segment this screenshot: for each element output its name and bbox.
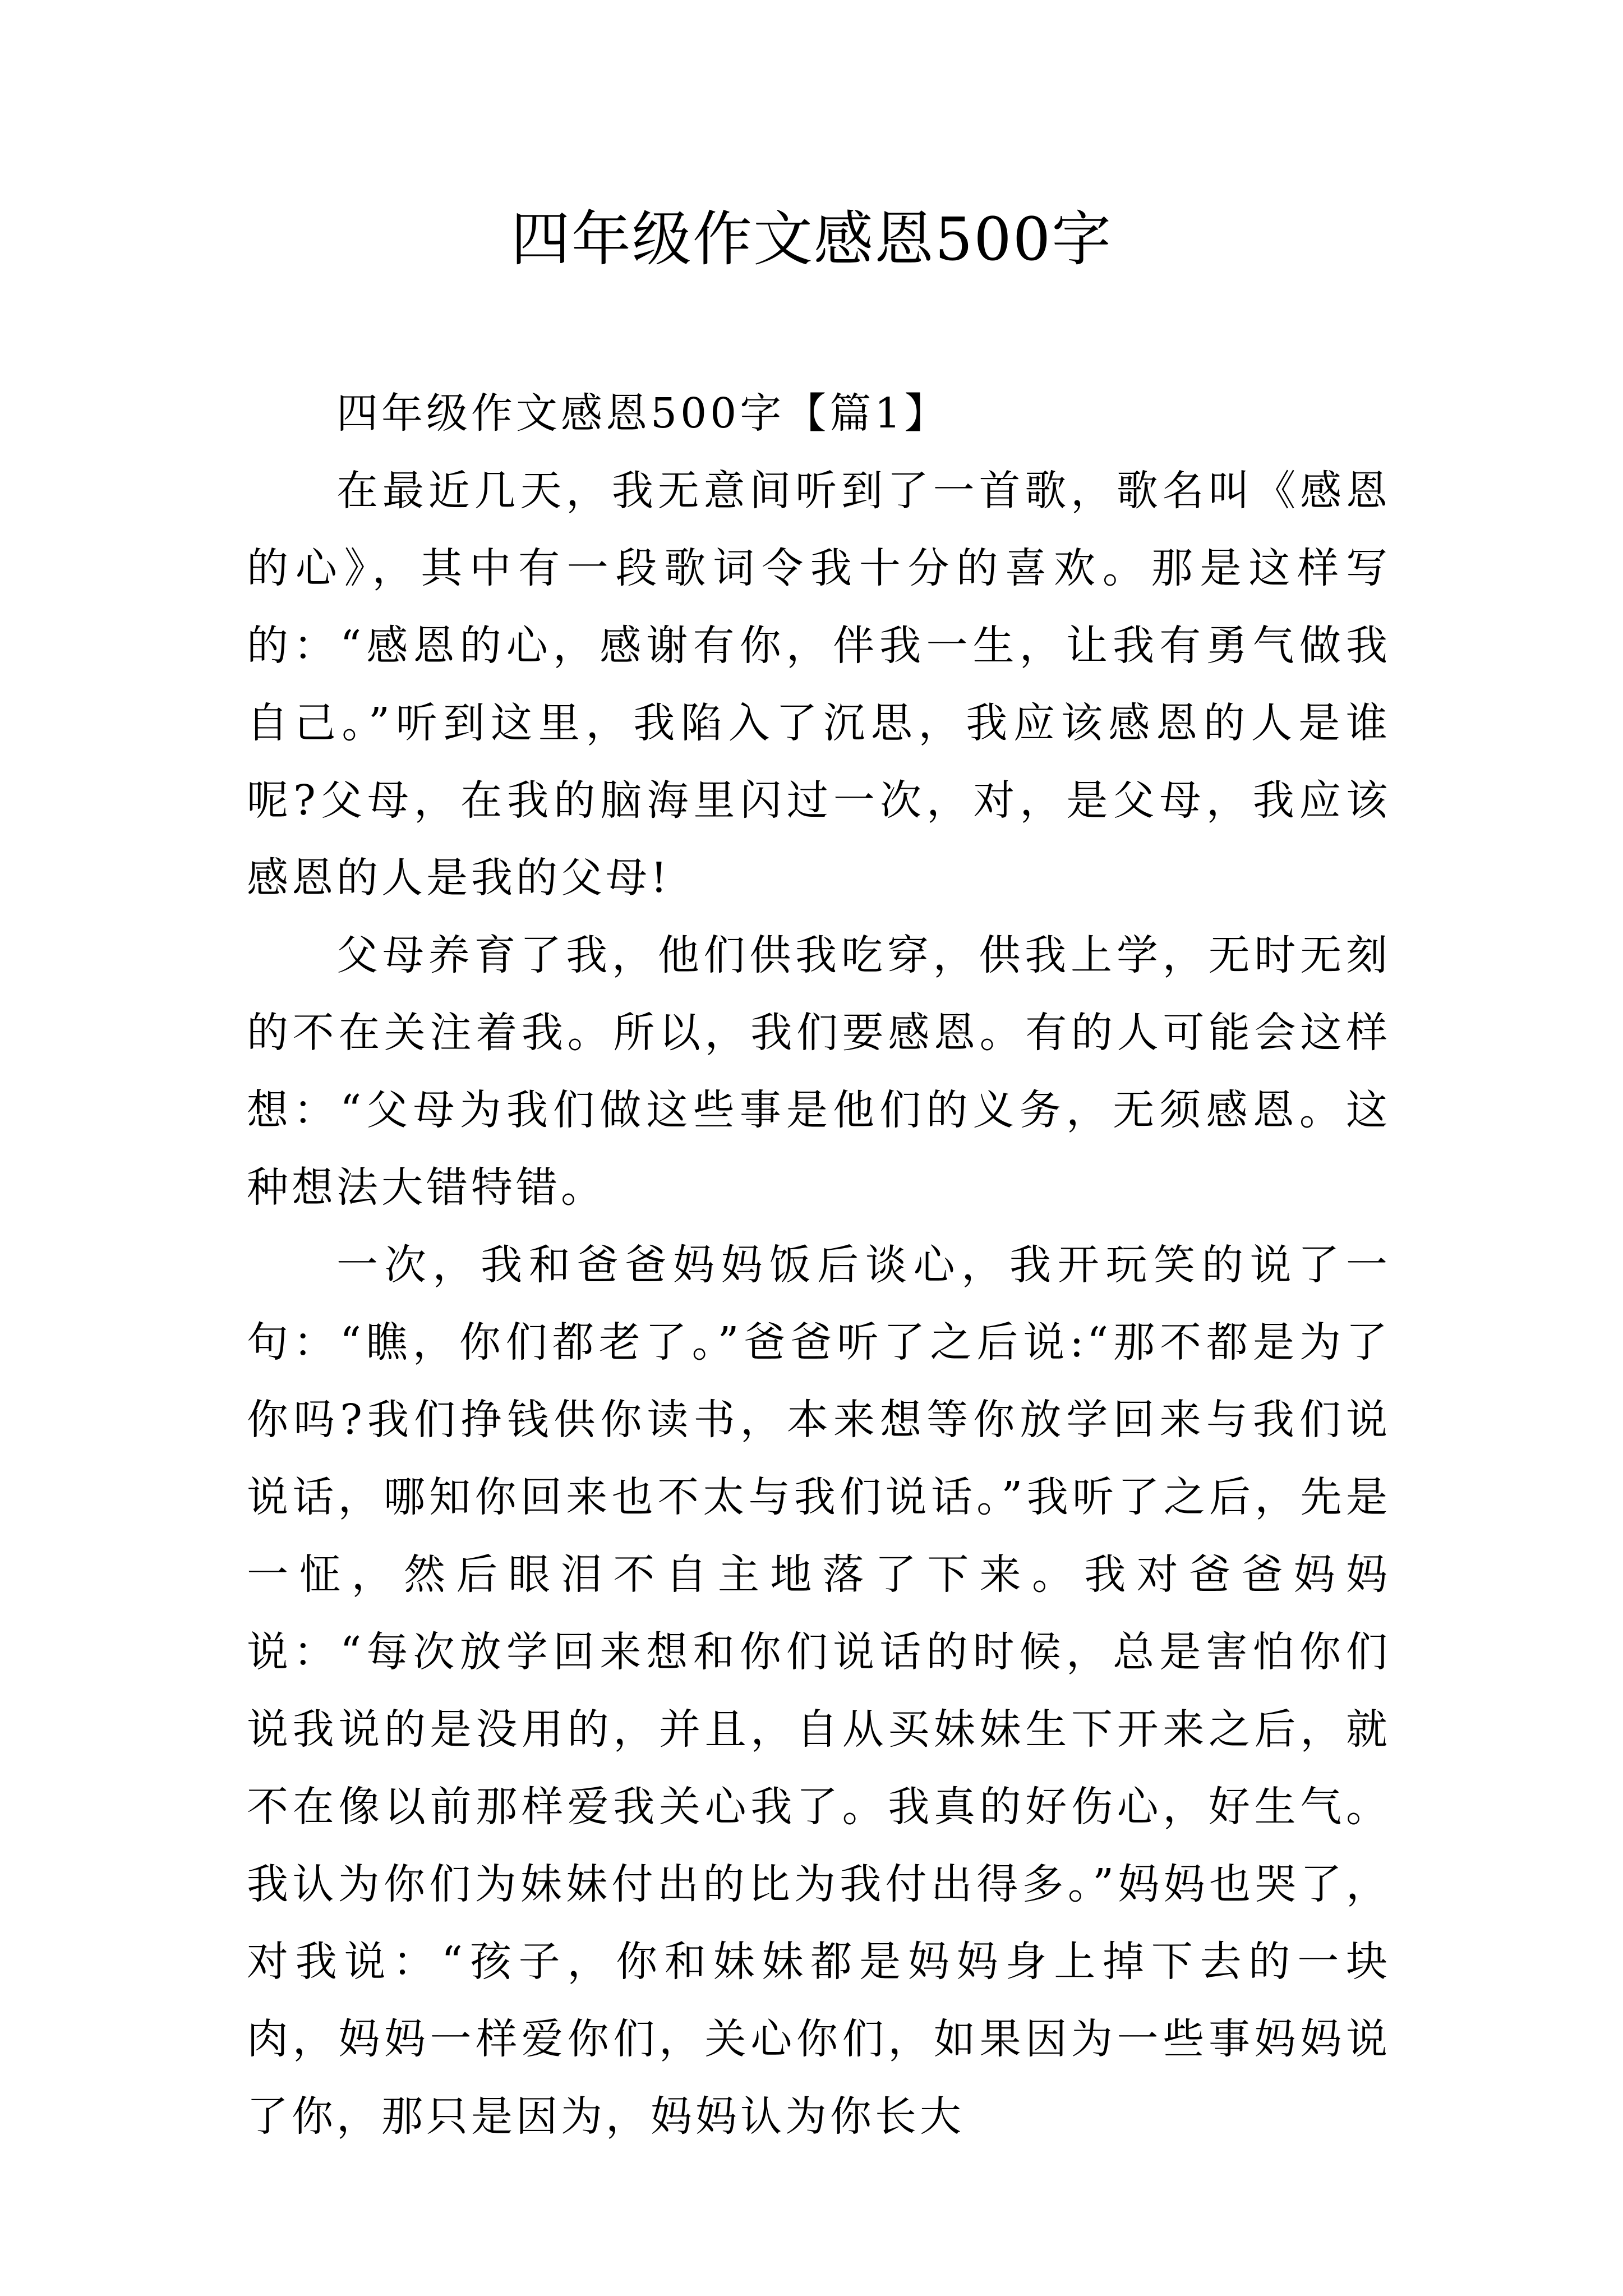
section-heading: 四年级作文感恩500字【篇1】 [336, 389, 949, 438]
document-body [247, 375, 1391, 2155]
paragraph: 在最近几天，我无意间听到了一首歌，歌名叫《感恩的心》，其中有一段歌词令我十分的喜欢。那是这样写的：“感恩的心，感谢有你，伴我一生，让我有勇气做我自己。”听到这里，我陷入了沉思，我应该感恩的人是谁呢?父母，在我的脑海里闪过一次，对，是父母，我应该感恩的人是我的父母! [247, 467, 1391, 902]
paragraph: 父母养育了我，他们供我吃穿，供我上学，无时无刻的不在关注着我。所以，我们要感恩。有的人可能会这样想：“父母为我们做这些事是他们的义务，无须感恩。这种想法大错特错。 [247, 931, 1391, 1212]
document-title: 四年级作文感恩500字 [510, 205, 1113, 274]
paragraph: 一次，我和爸爸妈妈饭后谈心，我开玩笑的说了一句：“瞧，你们都老了。”爸爸听了之后说:“那不都是为了你吗?我们挣钱供你读书，本来想等你放学回来与我们说说话，哪知你回来也不太与我们说话。”我听了之后，先是一怔，然后眼泪不自主地落了下来。我对爸爸妈妈说：“每次放学回来想和你们说话的时候，总是害怕你们说我说的是没用的，并且，自从买妹妹生下开来之后，就不在像以前那样爱我关心我了。我真的好伤心，好生气。我认为你们为妹妹付出的比为我付出得多。”妈妈也哭了，对我说：“孩子，你和妹妹都是妈妈身上掉下去的一块肉，妈妈一样爱你们，关心你们，如果因为一些事妈妈说了你，那只是因为，妈妈认为你长大 [247, 1241, 1391, 2141]
